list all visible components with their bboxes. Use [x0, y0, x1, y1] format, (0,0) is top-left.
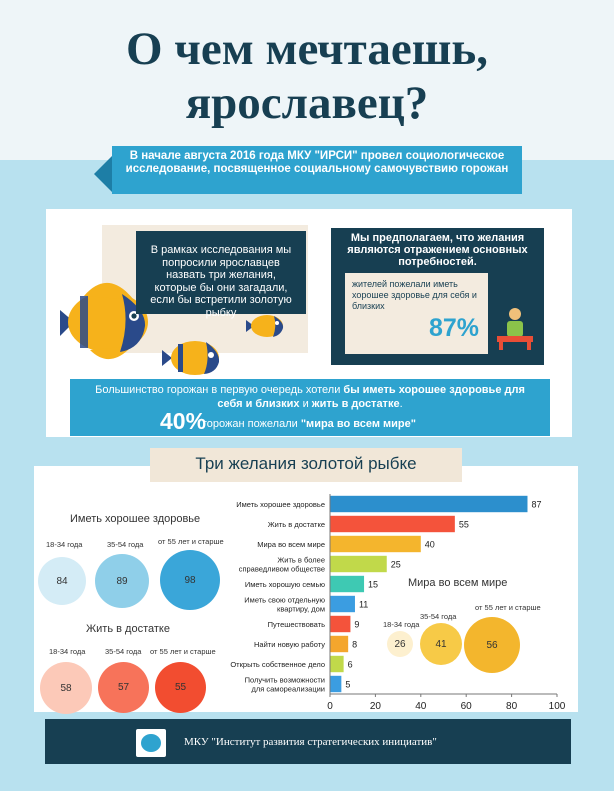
peace-age-label: от 55 лет и старше	[475, 603, 541, 612]
bar-value-label: 55	[458, 519, 469, 530]
health-percent: 87%	[429, 314, 480, 342]
peace-value: 26	[394, 638, 406, 650]
peace-percent: 40%	[160, 408, 207, 434]
bar-value-label: 87	[531, 499, 542, 510]
peace-group-title: Мира во всем мире	[408, 577, 508, 589]
bar-value-label: 9	[354, 619, 360, 630]
health-value: 98	[184, 574, 196, 586]
peace-text-bold: "мира во всем мире"	[300, 418, 416, 430]
category-label: квартиру, дом	[277, 604, 325, 614]
wealth-circle	[155, 662, 206, 713]
bar-value-label: 40	[424, 539, 435, 550]
summary-text-plain: Большинство горожан в первую очередь хотели	[95, 384, 341, 396]
wealth-age-label: от 55 лет и старше	[150, 647, 216, 656]
health-group-title: Иметь хорошее здоровье	[70, 513, 201, 525]
bar-value-label: 6	[347, 659, 353, 670]
peace-age-label: 35-54 года	[420, 612, 457, 621]
category-label: Жить в более	[277, 555, 325, 565]
title-line-2: ярославец?	[185, 77, 429, 129]
x-tick-label: 80	[506, 701, 518, 712]
bar	[330, 596, 355, 612]
intro-text: В начале августа 2016 года МКУ "ИРСИ" провел социологическое исследование, посвященное социальному самочувствию горожан	[125, 150, 509, 175]
hypothesis-text: Мы предполагаем, что желания являются отражением основных потребностей.	[347, 232, 528, 268]
category-label: справедливом обществе	[238, 564, 325, 574]
health-age-label: от 55 лет и старше	[158, 537, 224, 546]
category-label: Получить возможности	[244, 675, 325, 685]
x-tick-label: 60	[460, 701, 472, 712]
bar-value-label: 15	[368, 579, 379, 590]
category-label: Жить в достатке	[267, 520, 325, 529]
chart-subtitle: Три желания золотой рыбке	[195, 454, 417, 473]
peace-value: 56	[486, 639, 498, 651]
x-tick-label: 20	[369, 701, 381, 712]
wealth-circle	[98, 662, 149, 713]
intro-ribbon	[112, 146, 522, 194]
bar	[330, 636, 348, 652]
health-value: 84	[56, 575, 68, 587]
category-label: Открыть собственное дело	[230, 660, 325, 669]
peace-value: 41	[435, 638, 447, 650]
peace-text-plain: горожан пожелали	[203, 418, 298, 430]
person-icon	[495, 306, 539, 354]
summary-text-health: бы иметь хорошее здоровье для себя и близких	[217, 384, 525, 410]
category-label: для самореализации	[251, 684, 325, 694]
research-note	[136, 231, 306, 319]
health-callout-text: жителей пожелали иметь хорошее здоровье для себя и близких	[352, 279, 477, 311]
health-value: 89	[116, 575, 128, 587]
wealth-value: 55	[174, 682, 187, 693]
summary-text-and: и	[302, 397, 309, 410]
category-label: Путешествовать	[267, 620, 325, 629]
bar	[330, 616, 350, 632]
category-label: Иметь свою отдельную	[244, 595, 325, 605]
title-line-1: О чем мечтаешь,	[126, 23, 488, 75]
wealth-circle	[40, 662, 92, 714]
bar	[330, 676, 341, 692]
bar-value-label: 5	[345, 679, 351, 690]
summary-text	[84, 384, 536, 411]
small-fish-icon	[246, 315, 283, 337]
page-title	[0, 22, 614, 130]
bar-value-label: 25	[390, 559, 401, 570]
wealth-group-title: Жить в достатке	[86, 623, 170, 635]
bar	[330, 656, 344, 672]
bar	[330, 576, 364, 592]
x-tick-label: 100	[548, 701, 566, 712]
bar-value-label: 11	[358, 599, 369, 610]
research-note-text: В рамках исследования мы попросили ярославцев назвать три желания, которые бы они загадали, если бы встретили золотую рыбку	[150, 244, 292, 319]
health-circle	[38, 557, 86, 605]
big-fish-icon	[60, 283, 148, 359]
x-tick-label: 0	[327, 701, 333, 712]
bar	[330, 556, 387, 572]
medium-fish-icon	[162, 341, 219, 375]
footer-text: МКУ "Институт развития стратегических инициатив"	[184, 736, 437, 748]
bar	[330, 516, 455, 532]
summary-text-wealth: жить в достатке	[311, 397, 400, 410]
x-tick-label: 40	[415, 701, 427, 712]
category-label: Найти новую работу	[254, 640, 325, 649]
category-label: Иметь хорошее здоровье	[236, 500, 325, 509]
health-circle	[160, 550, 220, 610]
bar-value-label: 8	[352, 639, 358, 650]
peace-age-label: 18-34 года	[383, 620, 420, 629]
category-label: Мира во всем мире	[257, 540, 325, 549]
wealth-age-label: 18-34 года	[49, 647, 86, 656]
wealth-age-label: 35-54 года	[105, 647, 142, 656]
wealth-value: 58	[60, 682, 72, 694]
wishes-bar-chart	[220, 488, 580, 718]
health-age-label: 35-54 года	[107, 540, 144, 549]
summary-text-end: .	[399, 397, 403, 410]
peace-text	[203, 418, 416, 430]
bar	[330, 536, 421, 552]
health-circle	[95, 554, 149, 608]
health-age-label: 18-34 года	[46, 540, 83, 549]
logo-globe-icon	[141, 734, 161, 752]
category-label: Иметь хорошую семью	[244, 580, 325, 589]
bar	[330, 496, 527, 512]
wealth-value: 57	[117, 682, 130, 693]
